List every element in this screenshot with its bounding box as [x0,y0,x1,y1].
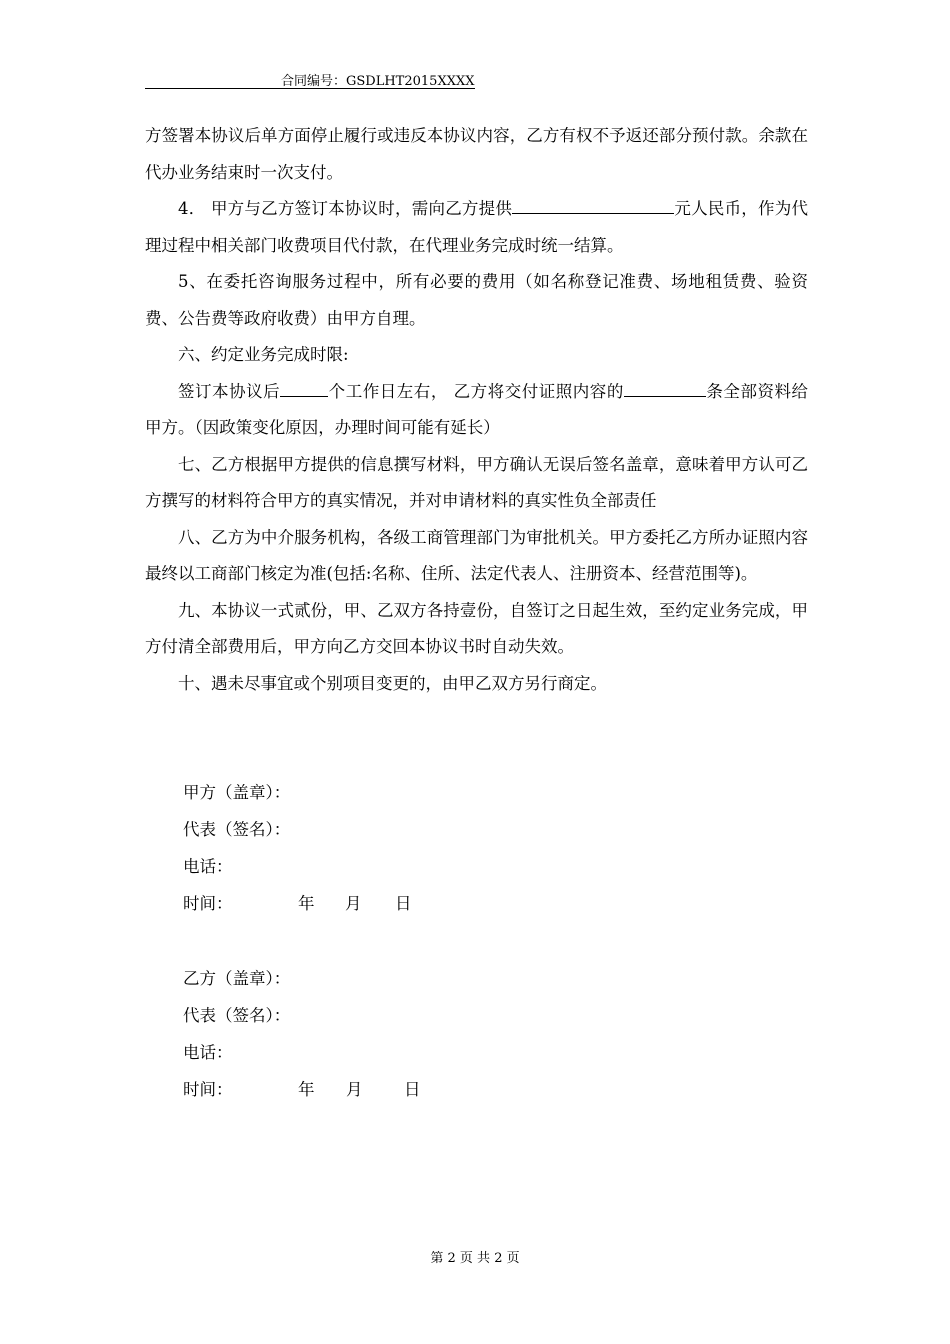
section-six-heading: 六、约定业务完成时限: [178,345,349,364]
page-number: 第 2 页 共 2 页 [430,1251,520,1266]
page-header [145,68,475,89]
party-a-year: 年 [298,894,315,913]
fee-advance-text-start: 4． 甲方与乙方签订本协议时，需向乙方提供 [178,199,513,218]
party-a-seal: 甲方（盖章）： [183,783,291,802]
party-b-signature-block [183,960,421,1108]
party-a-phone: 电话： [183,857,233,876]
paragraph-time-limit [145,374,808,447]
party-a-month: 月 [345,894,362,913]
party-a-day: 日 [395,894,412,913]
party-b-phone: 电话： [183,1043,233,1062]
section-eight: 八、乙方为中介服务机构，各级工商管理部门为审批机关。甲方委托乙方所办证照内容最终以工商部门核定为准(包括:名称、住所、法定代表人、注册资本、经营范围等)。 [145,527,808,583]
party-b-representative: 代表（签名）： [183,1006,291,1025]
party-b-month: 月 [346,1080,363,1099]
section-nine: 九、本协议一式贰份，甲、乙双方各持壹份，自签订之日起生效，至约定业务完成，甲方付清全部费用后，甲方向乙方交回本协议书时自动失效。 [145,600,808,656]
party-a-time-row [183,885,412,922]
section-ten: 十、遇未尽事宜或个别项目变更的，由甲乙双方另行商定。 [178,673,607,693]
paragraph-prepayment: 方签署本协议后单方面停止履行或违反本协议内容，乙方有权不予返还部分预付款。余款在代办业务结束时一次支付。 [145,126,808,182]
time-limit-text-start: 签订本协议后 [178,381,281,401]
paragraph-fee-advance [145,191,808,264]
party-a-signature-block [183,774,412,922]
party-b-time-label: 时间： [183,1080,233,1099]
agreement-body [145,118,808,702]
contract-number: 合同编号：GSDLHT2015XXXX [281,74,475,89]
party-a-representative: 代表（签名）： [183,820,291,839]
amount-blank[interactable] [512,197,674,215]
days-blank[interactable] [280,379,328,397]
items-blank[interactable] [624,379,706,397]
fee-advance-text-end: 元人民币，作为代理过程中相关部门收费项目代付款，在代理业务完成时统一结算。 [145,199,809,255]
party-b-day: 日 [404,1080,421,1099]
time-limit-text-end: 条全部资料给甲方。（因政策变化原因，办理时间可能有延长） [145,381,809,437]
paragraph-expenses: 5、在委托咨询服务过程中，所有必要的费用（如名称登记准费、场地租赁费、验资费、公告费等政府收费）由甲方自理。 [145,272,808,328]
page-footer [0,1247,950,1266]
party-b-year: 年 [298,1080,315,1099]
party-b-time-row [183,1071,421,1108]
section-seven: 七、乙方根据甲方提供的信息撰写材料，甲方确认无误后签名盖章，意味着甲方认可乙方撰写的材料符合甲方的真实情况，并对申请材料的真实性负全部责任 [145,454,808,510]
party-b-seal: 乙方（盖章）： [183,969,291,988]
party-a-time-label: 时间： [183,894,233,913]
time-limit-text-middle: 个工作日左右， 乙方将交付证照内容的 [328,381,624,401]
